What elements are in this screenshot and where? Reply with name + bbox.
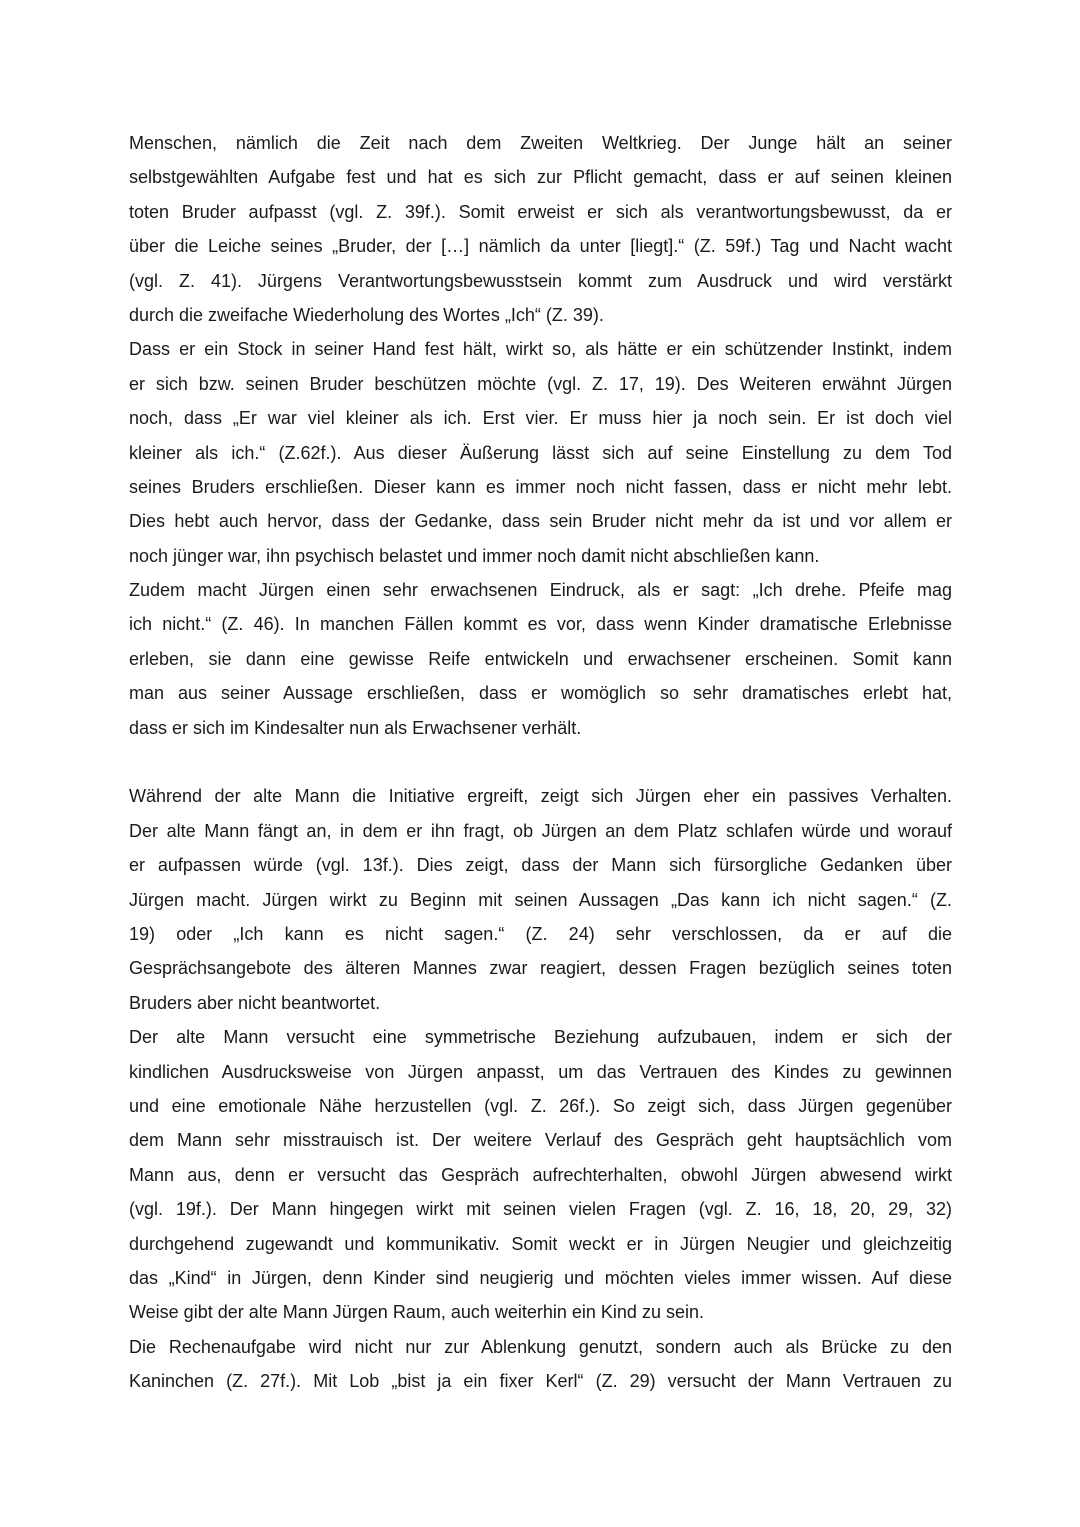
text-line: über die Leiche seines „Bruder, der […] nämlich da unter [liegt].“ (Z. 59f.) Tag und Nacht wacht <box>129 236 952 257</box>
document-page <box>129 129 952 1401</box>
text-line: toten Bruder aufpasst (vgl. Z. 39f.). Somit erweist er sich als verantwortungsbewusst, da er <box>129 201 952 222</box>
text-line: Dies hebt auch hervor, dass der Gedanke, dass sein Bruder nicht mehr da ist und vor allem er <box>129 511 952 532</box>
paragraph <box>129 1023 952 1333</box>
text-line: Kaninchen (Z. 27f.). Mit Lob „bist ja ein fixer Kerl“ (Z. 29) versucht der Mann Vertrauen zu <box>129 1371 952 1392</box>
text-line: Zudem macht Jürgen einen sehr erwachsenen Eindruck, als er sagt: „Ich drehe. Pfeife mag <box>129 580 952 601</box>
paragraph <box>129 335 952 576</box>
text-line: erleben, sie dann eine gewisse Reife entwickeln und erwachsener erscheinen. Somit kann <box>129 648 952 669</box>
text-line: ich nicht.“ (Z. 46). In manchen Fällen kommt es vor, dass wenn Kinder dramatische Erlebnisse <box>129 614 952 635</box>
text-line: (vgl. 19f.). Der Mann hingegen wirkt mit seinen vielen Fragen (vgl. Z. 16, 18, 20, 29, 32) <box>129 1199 952 1220</box>
paragraph <box>129 782 952 1023</box>
text-line: kleiner als ich.“ (Z.62f.). Aus dieser Äußerung lässt sich auf seine Einstellung zu dem Tod <box>129 442 952 463</box>
text-line: man aus seiner Aussage erschließen, dass er womöglich so sehr dramatisches erlebt hat, <box>129 683 952 704</box>
text-line: Dass er ein Stock in seiner Hand fest hält, wirkt so, als hätte er ein schützender Instinkt, indem <box>129 339 952 360</box>
text-line: durch die zweifache Wiederholung des Wortes „Ich“ (Z. 39). <box>129 304 604 325</box>
text-line: seines Bruders erschließen. Dieser kann es immer noch nicht fassen, dass er nicht mehr lebt. <box>129 476 952 497</box>
text-line: er aufpassen würde (vgl. 13f.). Dies zeigt, dass der Mann sich fürsorgliche Gedanken über <box>129 855 952 876</box>
text-line: Weise gibt der alte Mann Jürgen Raum, auch weiterhin ein Kind zu sein. <box>129 1302 704 1323</box>
text-line: Bruders aber nicht beantwortet. <box>129 992 381 1013</box>
text-line: noch jünger war, ihn psychisch belastet und immer noch damit nicht abschließen kann. <box>129 545 820 566</box>
text-line: Mann aus, denn er versucht das Gespräch aufrechterhalten, obwohl Jürgen abwesend wirkt <box>129 1164 952 1185</box>
text-line: und eine emotionale Nähe herzustellen (vgl. Z. 26f.). So zeigt sich, dass Jürgen gegenüber <box>129 1095 952 1116</box>
text-line: dass er sich im Kindesalter nun als Erwachsener verhält. <box>129 717 582 738</box>
paragraph <box>129 1333 952 1402</box>
text-line: durchgehend zugewandt und kommunikativ. Somit weckt er in Jürgen Neugier und gleichzeitig <box>129 1233 952 1254</box>
text-line: Der alte Mann versucht eine symmetrische Beziehung aufzubauen, indem er sich der <box>129 1027 952 1048</box>
text-line: 19) oder „Ich kann es nicht sagen.“ (Z. 24) sehr verschlossen, da er auf die <box>129 923 952 944</box>
text-line: Gesprächsangebote des älteren Mannes zwar reagiert, dessen Fragen bezüglich seines toten <box>129 958 952 979</box>
text-line: er sich bzw. seinen Bruder beschützen möchte (vgl. Z. 17, 19). Des Weiteren erwähnt Jürgen <box>129 373 952 394</box>
paragraph <box>129 576 952 748</box>
text-line: selbstgewählten Aufgabe fest und hat es sich zur Pflicht gemacht, dass er auf seinen kleinen <box>129 167 952 188</box>
text-line: Jürgen macht. Jürgen wirkt zu Beginn mit seinen Aussagen „Das kann ich nicht sagen.“ (Z. <box>129 889 952 910</box>
text-line: dem Mann sehr misstrauisch ist. Der weitere Verlauf des Gespräch geht hauptsächlich vom <box>129 1130 952 1151</box>
paragraph <box>129 129 952 335</box>
text-line: noch, dass „Er war viel kleiner als ich. Erst vier. Er muss hier ja noch sein. Er ist doch viel <box>129 408 952 429</box>
text-line: Der alte Mann fängt an, in dem er ihn fragt, ob Jürgen an dem Platz schlafen würde und worauf <box>129 820 952 841</box>
text-line: (vgl. Z. 41). Jürgens Verantwortungsbewusstsein kommt zum Ausdruck und wird verstärkt <box>129 270 952 291</box>
text-line: Die Rechenaufgabe wird nicht nur zur Ablenkung genutzt, sondern auch als Brücke zu den <box>129 1336 952 1357</box>
text-line: Menschen, nämlich die Zeit nach dem Zweiten Weltkrieg. Der Junge hält an seiner <box>129 133 952 153</box>
text-line: Während der alte Mann die Initiative ergreift, zeigt sich Jürgen eher ein passives Verhalten. <box>129 786 952 807</box>
text-line: kindlichen Ausdrucksweise von Jürgen anpasst, um das Vertrauen des Kindes zu gewinnen <box>129 1061 952 1082</box>
text-line: das „Kind“ in Jürgen, denn Kinder sind neugierig und möchten vieles immer wissen. Auf diese <box>129 1267 952 1288</box>
